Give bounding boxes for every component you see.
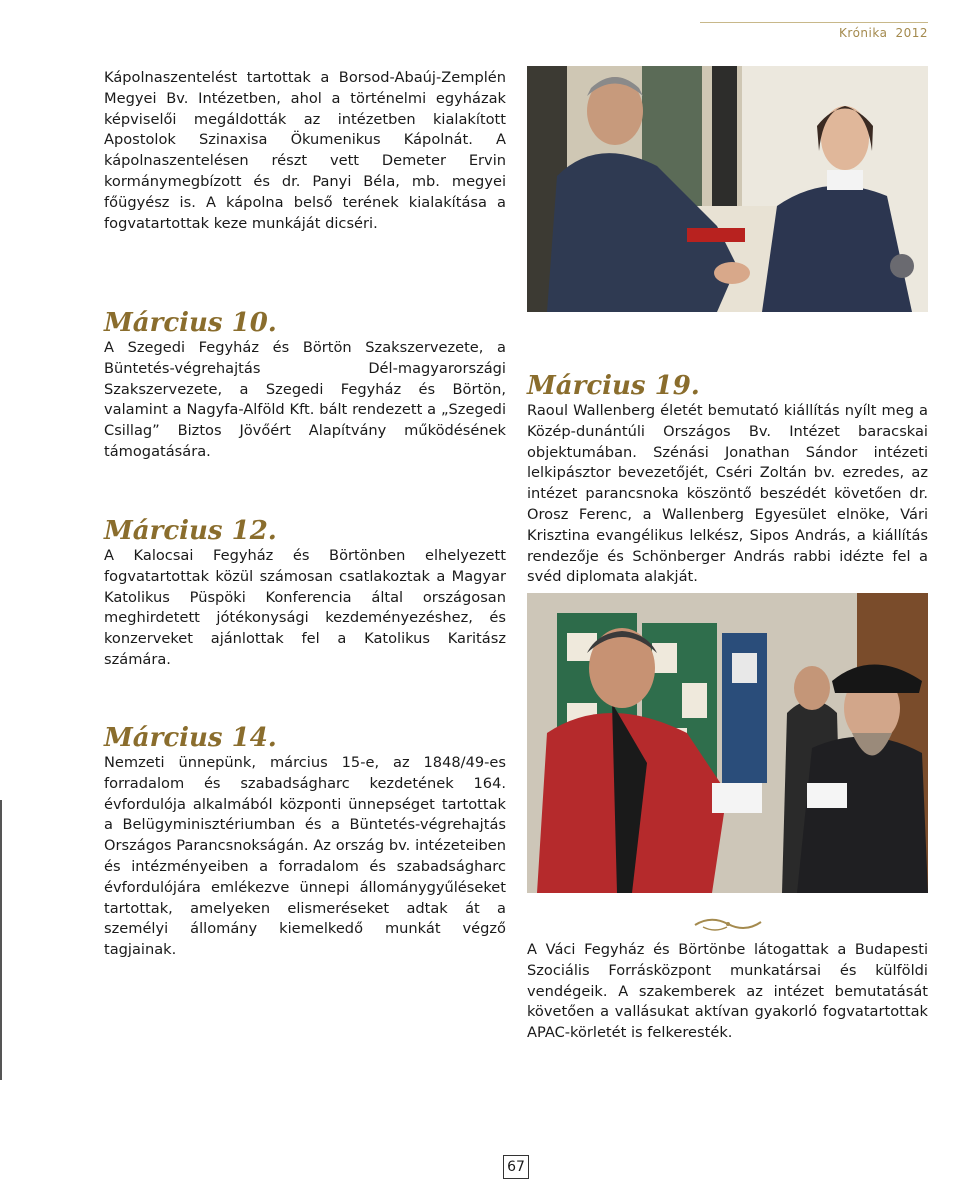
margin-line — [0, 800, 2, 1080]
entry-text-march-14: Nemzeti ünnepünk, március 15-e, az 1848/49-es forradalom és szabadságharc kezdetének 164. évfordulója alkalmából központi ünnepséget tartottak a Belügyminisztériumban és a Büntetés-végrehajtás Országos Parancsnokságán. Az ország bv. intézeteiben és intézményeiben a forradalom és szabadságharc évfordulójára emlékezve ünnepi állománygyűléseket tartottak, amelyeken elismeréseket adtak át a személyi állomány kiemelkedő munkát végző tagjainak. — [104, 754, 506, 959]
photo-wallenberg-exhibition — [527, 593, 928, 893]
entry-text-march-12: A Kalocsai Fegyház és Börtönben elhelyezett fogvatartottak közül számosan csatlakoztak a Magyar Katolikus Püspöki Konferencia által országosan meghirdetett jótékonysági kezdeményezéshez, és konzerveket ajánlottak fel a Katolikus Karitász számára. — [104, 547, 506, 668]
publication-year: 2012 — [895, 26, 928, 40]
intro-paragraph: Kápolnaszentelést tartottak a Borsod-Abaúj-Zemplén Megyei Bv. Intézetben, ahol a történelmi egyházak képviselői megáldották az intézetben kialakított Apostolok Szinaxisa Ökumenikus Kápolnát. A kápolnaszentelésen részt vett Demeter Ervin kormánymegbízott és dr. Panyi Béla, mb. megyei főügyész is. A kápolna belső terének kialakítása a fogvatartottak keze munkáját dicséri. — [104, 69, 506, 232]
page-number: 67 — [503, 1155, 529, 1179]
entry-date-march-12: Március 12. — [104, 516, 277, 546]
entry-text-march-19: Raoul Wallenberg életét bemutató kiállítás nyílt meg a Közép-dunántúli Országos Bv. Intézet baracskai objektumában. Szénási Jonathan Sándor intézeti lelkipásztor bevezetőjét, Cséri Zoltán bv. ezredes, az intézet parancsnoka köszöntő beszédét követően dr. Orosz Ferenc, a Wallenberg Egyesület elnöke, Vári Krisztina evangélikus lelkész, Sipos András, a kiállítás rendezője és Schönberger András rabbi idézte fel a svéd diplomata alakját. — [527, 402, 928, 586]
publication-name: Krónika — [839, 26, 888, 40]
entry-date-march-19: Március 19. — [527, 371, 700, 401]
running-header — [831, 26, 928, 40]
closing-paragraph: A Váci Fegyház és Börtönbe látogattak a Budapesti Szociális Forrásközpont munkatársai és külföldi vendégeik. A szakemberek az intézet bemutatását követően a vallásukat aktívan gyakorló fogvatartottak APAC-körletét is felkeresték. — [527, 941, 928, 1042]
header-rule — [700, 22, 928, 23]
decorative-flourish-icon — [693, 913, 763, 935]
entry-date-march-10: Március 10. — [104, 308, 277, 338]
entry-date-march-14: Március 14. — [104, 723, 277, 753]
entry-text-march-10: A Szegedi Fegyház és Börtön Szakszervezete, a Büntetés-végrehajtás Dél-magyarországi Szakszervezete, a Szegedi Fegyház és Börtön, valamint a Nagyfa-Alföld Kft. bált rendezett a „Szegedi Csillag” Biztos Jövőért Alapítvány működésének támogatására. — [104, 339, 506, 460]
photo-award-handshake — [527, 66, 928, 312]
